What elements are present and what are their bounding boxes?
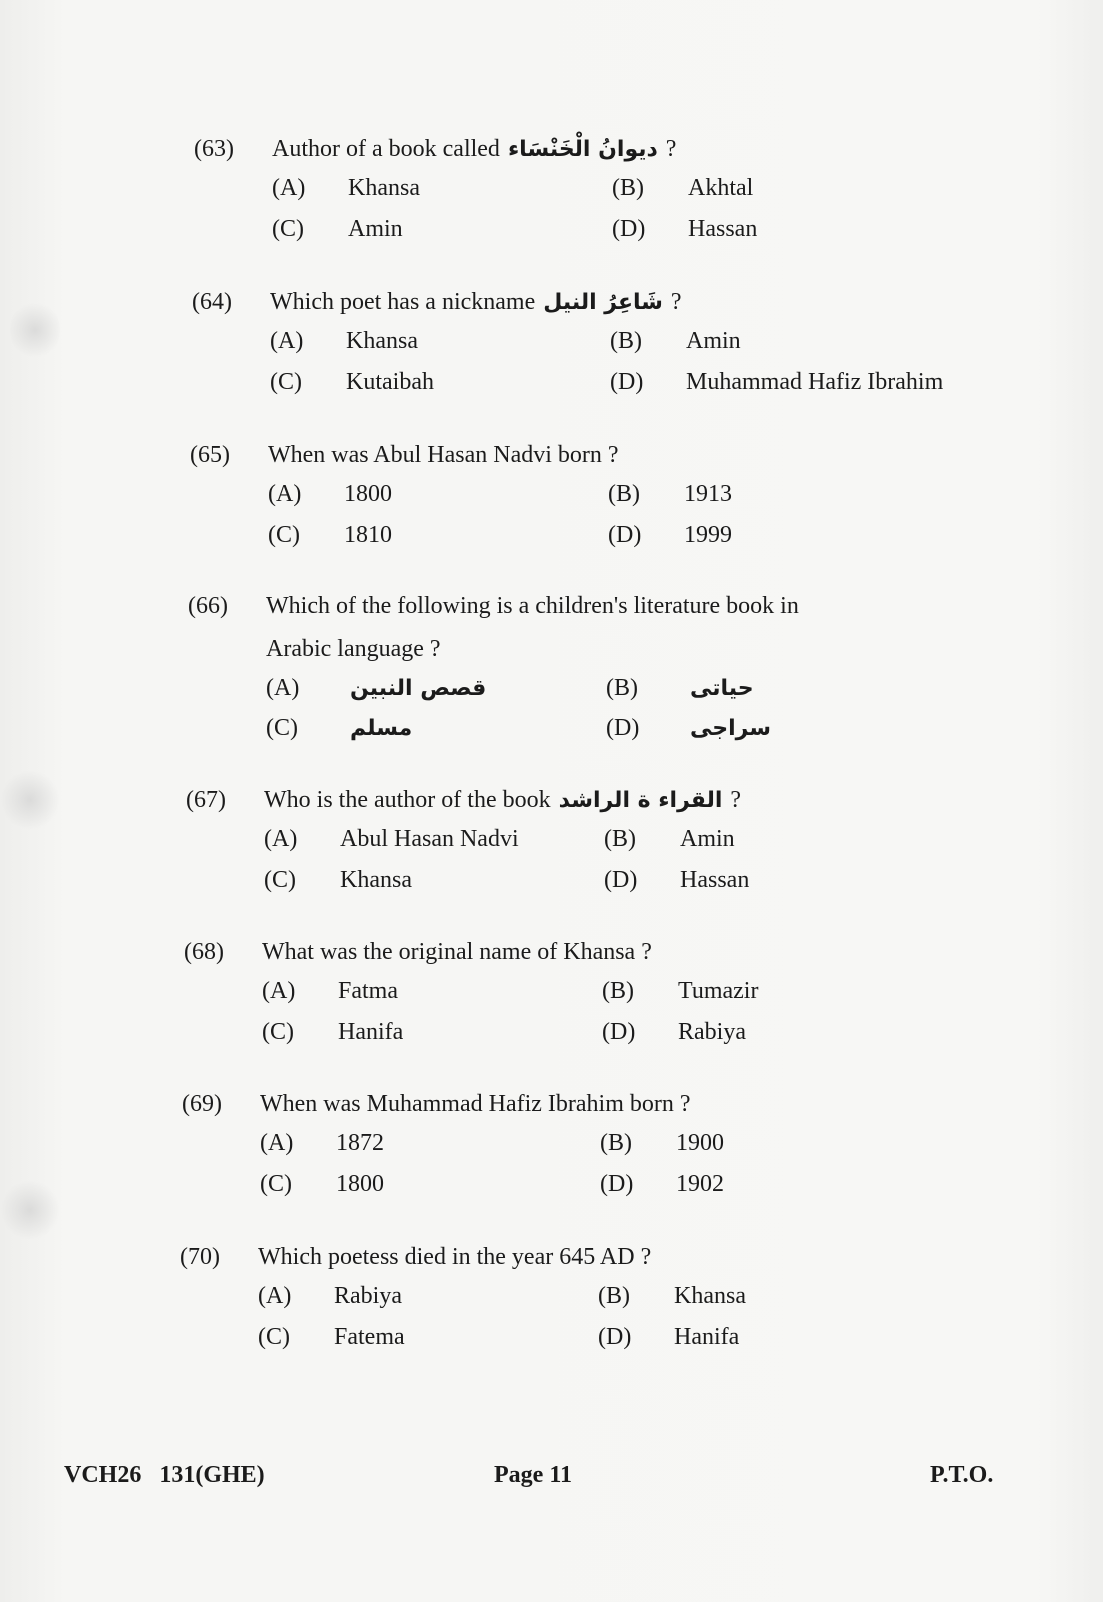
option-b: (B) Amin bbox=[604, 825, 735, 852]
pto-label: P.T.O. bbox=[930, 1462, 994, 1488]
question-64 bbox=[192, 288, 1012, 396]
option-b: (B) Amin bbox=[610, 327, 741, 354]
question-69 bbox=[182, 1090, 1002, 1198]
option-b: (B) حياتى bbox=[606, 674, 754, 701]
option-d: (D) Hassan bbox=[612, 215, 758, 242]
option-b: (B) Akhtal bbox=[612, 174, 754, 201]
question-number: (63) bbox=[194, 136, 234, 162]
arabic-title: ديوانُ الْخَنْسَاء bbox=[507, 137, 658, 162]
options bbox=[258, 1282, 1000, 1352]
option-b: (B) 1900 bbox=[600, 1129, 724, 1156]
question-number: (70) bbox=[180, 1244, 220, 1270]
question-text: When was Muhammad Hafiz Ibrahim born ? bbox=[260, 1091, 691, 1117]
option-b: (B) 1913 bbox=[608, 480, 732, 507]
option-c: (C) مسلم bbox=[266, 715, 413, 742]
question-text: What was the original name of Khansa ? bbox=[262, 939, 652, 965]
question-text: Which of the following is a children's literature book in bbox=[266, 593, 799, 619]
question-68 bbox=[184, 938, 1004, 1046]
options bbox=[266, 674, 1008, 744]
option-c: (C) Hanifa bbox=[262, 1018, 404, 1045]
question-text: Which poetess died in the year 645 AD ? bbox=[258, 1244, 652, 1270]
option-d: (D) 1902 bbox=[600, 1170, 724, 1197]
option-a: (A) Fatma bbox=[262, 977, 398, 1004]
options bbox=[262, 977, 1004, 1047]
question-66 bbox=[188, 592, 1008, 743]
option-a: (A) Khansa bbox=[272, 174, 420, 201]
page-number: Page 11 bbox=[494, 1462, 572, 1488]
option-d: (D) Muhammad Hafiz Ibrahim bbox=[610, 368, 944, 395]
question-text: Who is the author of the book القراء ة الراشد ? bbox=[264, 787, 742, 813]
option-c: (C) Fatema bbox=[258, 1323, 405, 1350]
question-text: Author of a book called ديوانُ الْخَنْسَاء ? bbox=[272, 136, 677, 162]
option-d: (D) 1999 bbox=[608, 521, 732, 548]
question-number: (66) bbox=[188, 593, 228, 619]
option-a: (A) Abul Hasan Nadvi bbox=[264, 825, 519, 852]
paper-smudge bbox=[0, 1180, 60, 1240]
option-a: (A) Khansa bbox=[270, 327, 418, 354]
arabic-book-title: القراء ة الراشد bbox=[558, 788, 723, 813]
option-a: (A) قصص النبين bbox=[266, 674, 487, 701]
option-c: (C) Kutaibah bbox=[270, 368, 434, 395]
option-c: (C) 1800 bbox=[260, 1170, 384, 1197]
arabic-nickname: شَاعِرُ النيل bbox=[543, 290, 663, 315]
question-number: (64) bbox=[192, 289, 232, 315]
question-text: Which poet has a nickname شَاعِرُ النيل ? bbox=[270, 289, 682, 315]
option-d: (D) Rabiya bbox=[602, 1018, 746, 1045]
question-text: When was Abul Hasan Nadvi born ? bbox=[268, 442, 619, 468]
question-number: (67) bbox=[186, 787, 226, 813]
paper-code: VCH26 131(GHE) bbox=[64, 1462, 265, 1488]
paper-smudge bbox=[10, 300, 60, 360]
options bbox=[260, 1129, 1002, 1199]
question-65 bbox=[190, 441, 1010, 549]
option-d: (D) Hassan bbox=[604, 866, 750, 893]
question-number: (69) bbox=[182, 1091, 222, 1117]
option-d: (D) Hanifa bbox=[598, 1323, 740, 1350]
option-a: (A) 1800 bbox=[268, 480, 392, 507]
question-67 bbox=[186, 786, 1006, 894]
option-a: (A) 1872 bbox=[260, 1129, 384, 1156]
paper-smudge bbox=[0, 770, 60, 830]
option-c: (C) Khansa bbox=[264, 866, 412, 893]
question-63 bbox=[194, 135, 1014, 243]
question-text-line2: Arabic language ? bbox=[266, 635, 441, 662]
question-number: (68) bbox=[184, 939, 224, 965]
question-number: (65) bbox=[190, 442, 230, 468]
options bbox=[272, 174, 1014, 244]
options bbox=[268, 480, 1010, 550]
options bbox=[270, 327, 1012, 397]
question-70 bbox=[180, 1243, 1000, 1351]
option-a: (A) Rabiya bbox=[258, 1282, 402, 1309]
option-b: (B) Khansa bbox=[598, 1282, 746, 1309]
options bbox=[264, 825, 1006, 895]
option-b: (B) Tumazir bbox=[602, 977, 759, 1004]
option-d: (D) سراجى bbox=[606, 715, 771, 742]
option-c: (C) Amin bbox=[272, 215, 403, 242]
option-c: (C) 1810 bbox=[268, 521, 392, 548]
